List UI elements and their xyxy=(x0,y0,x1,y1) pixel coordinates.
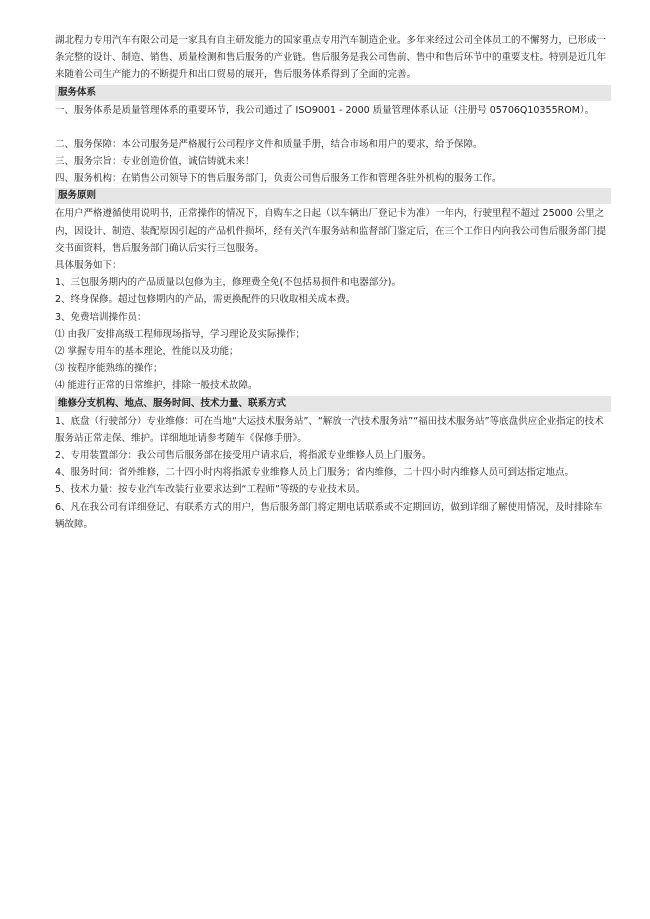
repair-item-2: 2、专用装置部分：我公司售后服务部在接受用户请求后，将指派专业维修人员上门服务。 xyxy=(55,450,432,462)
section-heading-repair-branches: 维修分支机构、地点、服务时间、技术力量、联系方式 xyxy=(55,396,611,412)
repair-item-6: 6、凡在我公司有详细登记、有联系方式的用户，售后服务部门将定期电话联系或不定期回访，做到详细了解使用情况，及时排除车辆故障。 xyxy=(55,501,603,530)
service-details-label: 具体服务如下： xyxy=(55,260,122,272)
blank-line xyxy=(55,119,611,136)
service-system-item-1: 一、服务体系是质量管理体系的重要环节，我公司通过了 ISO9001 - 2000 质量管理体系认证（注册号 05706Q10355ROM）。 xyxy=(55,104,595,116)
repair-item-4: 4、服务时间：省外维修，二十四小时内将指派专业维修人员上门服务；省内维修，二十四小时内维修人员可到达指定地点。 xyxy=(55,467,575,479)
training-item-2: ⑵ 掌握专用车的基本理论，性能以及功能； xyxy=(55,346,239,358)
service-system-item-3: 三、服务宗旨：专业创造价值，诚信铸就未来！ xyxy=(55,156,255,168)
service-principle-item-3: 3、免费培训操作员： xyxy=(55,311,147,323)
training-item-1: ⑴ 由我厂安排高级工程师现场指导，学习理论及实际操作； xyxy=(55,328,306,340)
service-system-item-4: 四、服务机构：在销售公司领导下的售后服务部门，负责公司售后服务工作和管理各驻外机构的服务工作。 xyxy=(55,173,502,185)
service-principle-item-2: 2、终身保修。超过包修期内的产品，需更换配件的只收取相关成本费。 xyxy=(55,294,356,306)
training-item-4: ⑷ 能进行正常的日常维护，排除一般技术故障。 xyxy=(55,380,258,392)
intro-paragraph: 湖北程力专用汽车有限公司是一家具有自主研发能力的国家重点专用汽车制造企业。多年来经过公司全体员工的不懈努力，已形成一条完整的设计、制造、销售、质量检测和售后服务的产业链。售后服务是我公司售前、售中和售后环节中的重要支柱。特别是近几年来随着公司生产能力的不断提升和出口贸易的展开，售后服务体系得到了全面的完善。 xyxy=(55,35,607,81)
section-heading-service-system: 服务体系 xyxy=(55,85,611,101)
section-heading-service-principle: 服务原则 xyxy=(55,188,611,204)
training-item-3: ⑶ 按程序能熟练的操作； xyxy=(55,363,163,375)
document-body xyxy=(55,32,611,533)
service-system-item-2: 二、服务保障：本公司服务是严格履行公司程序文件和质量手册，结合市场和用户的要求，给予保障。 xyxy=(55,138,483,150)
service-principle-item-1: 1、三包服务期内的产品质量以包修为主，修理费全免(不包括易损件和电器部分)。 xyxy=(55,277,401,289)
service-principle-intro: 在用户严格遵循使用说明书，正常操作的情况下，自购车之日起（以车辆出厂登记卡为准）一年内，行驶里程不超过 25000 公里之内，因设计、制造、装配原因引起的产品机件损坏，经有关汽车服务站和监督部门鉴定后，在三个工作日内向我公司售后服务部门提交书面资料，售后服务部门确认后实行三包服务。 xyxy=(55,208,607,254)
repair-item-1: 1、底盘（行驶部分）专业维修：可在当地“大运技术服务站”、“解放一汽技术服务站”“福田技术服务站”等底盘供应企业指定的技术服务站正常走保、维护。详细地址请参考随车《保修手册》。 xyxy=(55,415,604,444)
repair-item-5: 5、技术力量：按专业汽车改装行业要求达到“工程师”等级的专业技术员。 xyxy=(55,484,366,496)
